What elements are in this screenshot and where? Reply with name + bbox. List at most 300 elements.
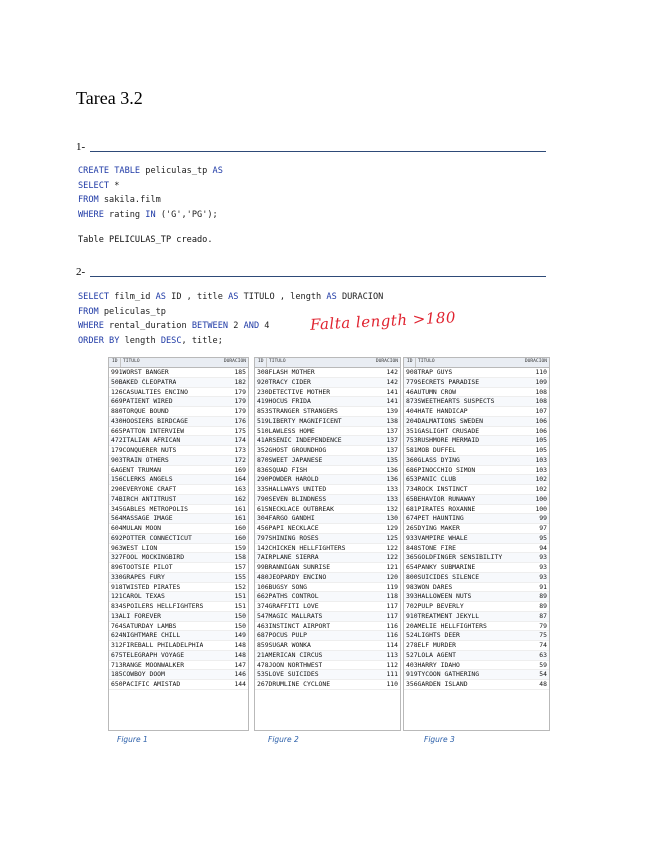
cell-id-title: 919TYCOON GATHERING [406, 670, 480, 679]
section-rule-1 [90, 151, 546, 152]
table-row[interactable] [255, 495, 400, 505]
sql-text: ('G','PG'); [155, 209, 218, 220]
cell-id-title: 873SWEETHEARTS SUSPECTS [406, 397, 495, 406]
cell-id-title: 106BUGSY SONG [257, 582, 308, 591]
cell-id-title: 308FLASH MOTHER [257, 368, 315, 376]
cell-duracion: 144 [234, 680, 246, 688]
table-row[interactable] [404, 378, 549, 388]
table-row[interactable] [255, 563, 400, 573]
cell-duracion: 89 [539, 602, 547, 610]
table-row[interactable] [109, 544, 248, 554]
cell-id-title: 519LIBERTY MAGNIFICENT [257, 416, 342, 425]
table-row[interactable] [404, 612, 549, 622]
section-number-1: 1- [76, 141, 86, 153]
cell-duracion: 122 [386, 543, 398, 552]
table-row[interactable] [404, 592, 549, 602]
table-row[interactable] [255, 436, 400, 446]
table-row[interactable] [404, 485, 549, 495]
cell-id-title: 653PANIC CLUB [406, 475, 457, 484]
table-row[interactable] [109, 436, 248, 446]
cell-duracion: 163 [234, 485, 246, 493]
cell-duracion: 119 [386, 582, 398, 591]
cell-id-title: 65BEHAVIOR RUNAWAY [406, 494, 476, 503]
cell-duracion: 94 [539, 543, 547, 552]
table-row[interactable] [404, 466, 549, 476]
table-row[interactable] [404, 495, 549, 505]
table-row[interactable] [404, 631, 549, 641]
table-row[interactable] [109, 514, 248, 524]
cell-duracion: 63 [539, 650, 547, 659]
cell-id-title: 650PACIFIC AMISTAD [111, 680, 181, 688]
table-row[interactable] [404, 622, 549, 632]
sql-text: sakila.film [98, 195, 161, 205]
cell-id-title: 335HALLWAYS UNITED [257, 485, 327, 493]
cell-id-title: 463INSTINCT AIRPORT [257, 621, 331, 630]
table-row[interactable] [404, 553, 549, 563]
sql-keyword: FROM [78, 306, 99, 317]
cell-duracion: 136 [386, 465, 398, 474]
cell-duracion: 135 [386, 455, 398, 464]
cell-id-title: 356GARDEN ISLAND [406, 680, 468, 688]
column-header-duracion[interactable]: DURACION [524, 359, 547, 364]
cell-duracion: 179 [234, 397, 246, 406]
sql-text: 4 [259, 321, 270, 331]
table-row[interactable] [109, 534, 248, 544]
cell-duracion: 91 [539, 582, 547, 591]
cell-id-title: 903TRAIN OTHERS [111, 455, 169, 464]
cell-duracion: 106 [535, 426, 547, 435]
table-row[interactable] [109, 680, 248, 690]
column-divider [120, 358, 121, 367]
cell-id-title: 836SQUAD FISH [257, 465, 308, 474]
cell-id-title: 472ITALIAN AFRICAN [111, 436, 181, 445]
cell-duracion: 160 [234, 533, 246, 542]
cell-duracion: 160 [234, 524, 246, 532]
cell-duracion: 116 [386, 631, 398, 640]
cell-duracion: 105 [535, 436, 547, 445]
cell-duracion: 179 [234, 407, 246, 415]
cell-duracion: 117 [386, 602, 398, 610]
table-row[interactable] [255, 407, 400, 417]
cell-duracion: 102 [535, 475, 547, 484]
cell-id-title: 365GOLDFINGER SENSIBILITY [406, 553, 503, 562]
cell-id-title: 351GASLIGHT CRUSADE [406, 426, 480, 435]
table-row[interactable] [404, 456, 549, 466]
cell-duracion: 161 [234, 504, 246, 513]
column-header-titulo[interactable]: TITULO [269, 359, 286, 364]
table-row[interactable] [109, 631, 248, 641]
cell-duracion: 142 [386, 368, 398, 376]
table-row[interactable] [404, 436, 549, 446]
cell-duracion: 109 [535, 377, 547, 386]
sql-keyword: FROM [78, 195, 99, 205]
table-row[interactable] [255, 368, 400, 378]
sql-keyword: AS [228, 292, 239, 302]
cell-id-title: 687POCUS PULP [257, 631, 308, 640]
cell-duracion: 95 [539, 533, 547, 542]
cell-id-title: 41ARSENIC INDEPENDENCE [257, 436, 342, 445]
cell-id-title: 933VAMPIRE WHALE [406, 533, 468, 542]
cell-duracion: 111 [386, 670, 398, 679]
cell-duracion: 120 [386, 572, 398, 581]
code1-line [78, 164, 223, 179]
cell-id-title: 99BRANNIGAN SUNRISE [257, 563, 331, 571]
table-row[interactable] [109, 573, 248, 583]
cell-duracion: 108 [535, 397, 547, 406]
sql-text: ID , title [165, 292, 229, 302]
table-row[interactable] [404, 563, 549, 573]
table-row[interactable] [404, 368, 549, 378]
table-row[interactable] [109, 407, 248, 417]
sql-keyword: BETWEEN [191, 321, 229, 331]
cell-duracion: 185 [234, 368, 246, 376]
sql-text: , title; [181, 335, 223, 346]
cell-id-title: 870SWEET JAPANESE [257, 455, 323, 464]
column-divider [415, 358, 416, 367]
table-row[interactable] [404, 427, 549, 437]
table-row[interactable] [109, 583, 248, 593]
cell-id-title: 142CHICKEN HELLFIGHTERS [257, 543, 346, 552]
sql-keyword: AND [243, 321, 260, 331]
cell-duracion: 74 [539, 641, 547, 649]
cell-duracion: 93 [539, 563, 547, 571]
cell-id-title: 527LOLA AGENT [406, 650, 457, 659]
table-row[interactable] [404, 388, 549, 398]
code1-line [78, 179, 223, 194]
table-row[interactable] [255, 446, 400, 456]
table-row[interactable] [255, 592, 400, 602]
table-row[interactable] [109, 378, 248, 388]
table-row[interactable] [404, 475, 549, 485]
table-row[interactable] [109, 397, 248, 407]
sql-keyword: CREATE TABLE [78, 166, 141, 176]
cell-duracion: 48 [539, 680, 547, 688]
cell-id-title: 393HALLOWEEN NUTS [406, 592, 472, 601]
cell-duracion: 159 [234, 543, 246, 552]
table-row[interactable] [404, 397, 549, 407]
cell-duracion: 117 [386, 611, 398, 620]
cell-duracion: 110 [386, 680, 398, 688]
cell-duracion: 137 [386, 436, 398, 445]
cell-id-title: 327FOOL MOCKINGBIRD [111, 553, 185, 562]
cell-id-title: 859SUGAR WONKA [257, 641, 311, 649]
table-row[interactable] [255, 456, 400, 466]
cell-id-title: 713RANGE MOONWALKER [111, 660, 185, 669]
table-row[interactable] [109, 612, 248, 622]
cell-id-title: 665PATTON INTERVIEW [111, 426, 185, 435]
cell-duracion: 54 [539, 670, 547, 679]
cell-id-title: 230DETECTIVE MOTHER [257, 387, 331, 396]
cell-duracion: 103 [535, 465, 547, 474]
table-row[interactable] [255, 544, 400, 554]
figure-caption-2: Figure 2 [268, 735, 299, 744]
cell-id-title: 581MOB DUFFEL [406, 446, 457, 454]
cell-duracion: 151 [234, 592, 246, 601]
cell-duracion: 107 [535, 407, 547, 415]
cell-duracion: 173 [234, 446, 246, 454]
table-row[interactable] [404, 417, 549, 427]
table-row[interactable] [404, 573, 549, 583]
cell-duracion: 148 [234, 641, 246, 649]
cell-duracion: 79 [539, 621, 547, 630]
cell-id-title: 304FARGO GANDHI [257, 514, 315, 523]
table-row[interactable] [404, 524, 549, 534]
cell-duracion: 142 [386, 377, 398, 386]
table-row[interactable] [109, 602, 248, 612]
table-row[interactable] [255, 631, 400, 641]
cell-duracion: 97 [539, 524, 547, 532]
cell-duracion: 179 [234, 387, 246, 396]
sql-keyword: AS [155, 292, 166, 302]
cell-id-title: 880TORQUE BOUND [111, 407, 169, 415]
cell-id-title: 179CONQUERER NUTS [111, 446, 177, 454]
cell-duracion: 164 [234, 475, 246, 484]
code2-line [78, 334, 383, 349]
table-row[interactable] [255, 661, 400, 671]
column-header-duracion[interactable]: DURACION [375, 359, 398, 364]
cell-id-title: 764SATURDAY LAMBS [111, 621, 177, 630]
cell-id-title: 404HATE HANDICAP [406, 407, 468, 415]
table-row[interactable] [109, 661, 248, 671]
sql-keyword: WHERE [78, 209, 104, 220]
cell-duracion: 162 [234, 494, 246, 503]
sql-text: rating [103, 209, 146, 220]
cell-duracion: 176 [234, 416, 246, 425]
table-row[interactable] [255, 378, 400, 388]
table-row[interactable] [255, 388, 400, 398]
table-row[interactable] [255, 475, 400, 485]
table-row[interactable] [404, 505, 549, 515]
column-header-id[interactable]: ID [258, 359, 264, 364]
cell-duracion: 118 [386, 592, 398, 601]
table-row[interactable] [404, 641, 549, 651]
table-row[interactable] [255, 505, 400, 515]
cell-id-title: 702PULP BEVERLY [406, 602, 464, 610]
cell-id-title: 185COWBOY DOOM [111, 670, 165, 679]
table-row[interactable] [255, 680, 400, 690]
cell-duracion: 87 [539, 611, 547, 620]
table-row[interactable] [109, 446, 248, 456]
cell-id-title: 681PIRATES ROXANNE [406, 504, 476, 513]
sql-keyword: DESC [160, 335, 182, 346]
table-row[interactable] [255, 553, 400, 563]
table-row[interactable] [404, 651, 549, 661]
cell-duracion: 174 [234, 436, 246, 445]
table-row[interactable] [109, 592, 248, 602]
cell-id-title: 46AUTUMN CROW [406, 387, 457, 396]
column-header-id[interactable]: ID [407, 359, 413, 364]
section-number-2: 2- [76, 266, 86, 278]
cell-id-title: 834SPOILERS HELLFIGHTERS [111, 602, 204, 610]
cell-id-title: 675TELEGRAPH VOYAGE [111, 650, 185, 659]
sql-text: peliculas_tp [98, 306, 166, 317]
table-row[interactable] [255, 641, 400, 651]
table-row[interactable] [109, 651, 248, 661]
cell-duracion: 122 [386, 553, 398, 562]
table-row[interactable] [255, 534, 400, 544]
cell-duracion: 175 [234, 426, 246, 435]
cell-id-title: 352GHOST GROUNDHOG [257, 446, 327, 454]
table-row[interactable] [404, 544, 549, 554]
table-row[interactable] [109, 388, 248, 398]
sql-keyword: SELECT [78, 180, 110, 191]
table-row[interactable] [404, 534, 549, 544]
cell-id-title: 510LAWLESS HOME [257, 426, 315, 435]
table-row[interactable] [109, 553, 248, 563]
table-row[interactable] [109, 563, 248, 573]
code2-line [78, 290, 383, 305]
sql-text: TITULO , length [238, 292, 327, 302]
cell-duracion: 106 [535, 416, 547, 425]
cell-id-title: 908TRAP GUYS [406, 368, 453, 376]
cell-id-title: 330GRAPES FURY [111, 572, 165, 581]
table-row[interactable] [255, 466, 400, 476]
table-row[interactable] [255, 651, 400, 661]
column-header-duracion[interactable]: DURACION [223, 359, 246, 364]
cell-id-title: 290POWDER HAROLD [257, 475, 319, 484]
cell-duracion: 152 [234, 582, 246, 591]
column-header-id[interactable]: ID [112, 359, 118, 364]
cell-id-title: 13ALI FOREVER [111, 611, 162, 620]
cell-id-title: 797SHINING ROSES [257, 533, 319, 542]
cell-id-title: 910TREATMENT JEKYLL [406, 611, 480, 620]
cell-id-title: 790SEVEN BLINDNESS [257, 494, 327, 503]
cell-id-title: 312FIREBALL PHILADELPHIA [111, 641, 204, 649]
sql-keyword: AS [326, 292, 337, 302]
cell-duracion: 169 [234, 465, 246, 474]
cell-id-title: 524LIGHTS DEER [406, 631, 460, 640]
cell-duracion: 125 [386, 533, 398, 542]
column-header-titulo[interactable]: TITULO [123, 359, 140, 364]
cell-id-title: 345GABLES METROPOLIS [111, 504, 188, 513]
cell-id-title: 478JOON NORTHWEST [257, 660, 323, 669]
cell-duracion: 137 [386, 446, 398, 454]
cell-id-title: 853STRANGER STRANGERS [257, 407, 338, 415]
cell-duracion: 112 [386, 660, 398, 669]
cell-id-title: 692POTTER CONNECTICUT [111, 533, 192, 542]
table-row[interactable] [255, 397, 400, 407]
cell-duracion: 148 [234, 650, 246, 659]
table-row[interactable] [255, 524, 400, 534]
cell-id-title: 74BIRCH ANTITRUST [111, 494, 177, 503]
page-title: Tarea 3.2 [76, 88, 143, 108]
cell-duracion: 93 [539, 553, 547, 562]
table-row[interactable] [404, 680, 549, 690]
cell-id-title: 20AMELIE HELLFIGHTERS [406, 621, 487, 630]
table-row[interactable] [255, 573, 400, 583]
section-rule-2 [90, 276, 546, 277]
table-row[interactable] [109, 670, 248, 680]
cell-duracion: 100 [535, 494, 547, 503]
sql-text: rental_duration [103, 321, 192, 331]
column-divider [266, 358, 267, 367]
cell-id-title: 7AIRPLANE SIERRA [257, 553, 319, 562]
cell-id-title: 374GRAFFITI LOVE [257, 602, 319, 610]
cell-id-title: 535LOVE SUICIDES [257, 670, 319, 679]
cell-id-title: 121CAROL TEXAS [111, 592, 165, 601]
table-row[interactable] [109, 641, 248, 651]
cell-id-title: 419HOCUS FRIDA [257, 397, 311, 406]
figure-caption-3: Figure 3 [424, 735, 455, 744]
cell-duracion: 141 [386, 387, 398, 396]
table-row[interactable] [404, 602, 549, 612]
cell-duracion: 105 [535, 446, 547, 454]
cell-id-title: 669PATIENT WIRED [111, 397, 173, 406]
table-row[interactable] [404, 407, 549, 417]
table-row[interactable] [109, 622, 248, 632]
table-row[interactable] [255, 417, 400, 427]
cell-id-title: 848STONE FIRE [406, 543, 457, 552]
table-row[interactable] [255, 602, 400, 612]
cell-id-title: 290EVERYONE CRAFT [111, 485, 177, 493]
table-row[interactable] [255, 427, 400, 437]
cell-id-title: 686PINOCCHIO SIMON [406, 465, 476, 474]
table-row[interactable] [255, 583, 400, 593]
cell-duracion: 139 [386, 407, 398, 415]
cell-duracion: 149 [234, 631, 246, 640]
cell-duracion: 133 [386, 494, 398, 503]
cell-id-title: 547MAGIC MALLRATS [257, 611, 323, 620]
handwritten-annotation: Falta length >180 [309, 308, 457, 334]
table-row[interactable] [404, 670, 549, 680]
cell-id-title: 654PANKY SUBMARINE [406, 563, 476, 571]
table-row[interactable] [404, 583, 549, 593]
table-row[interactable] [109, 417, 248, 427]
result-grid-2 [254, 357, 401, 731]
table-row[interactable] [109, 485, 248, 495]
sql-keyword: SELECT [78, 292, 110, 302]
table-row[interactable] [255, 514, 400, 524]
cell-duracion: 130 [386, 514, 398, 523]
code1-line [78, 193, 223, 208]
cell-duracion: 114 [386, 641, 398, 649]
cell-duracion: 133 [386, 485, 398, 493]
sql-output-message: Table PELICULAS_TP creado. [78, 235, 213, 245]
table-row[interactable] [109, 495, 248, 505]
table-row[interactable] [109, 475, 248, 485]
cell-id-title: 991WORST BANGER [111, 368, 169, 376]
sql-keyword: ORDER BY [78, 335, 120, 346]
table-row[interactable] [109, 466, 248, 476]
cell-id-title: 674PET HAUNTING [406, 514, 464, 523]
table-row[interactable] [404, 446, 549, 456]
table-row[interactable] [255, 485, 400, 495]
table-row[interactable] [109, 524, 248, 534]
cell-id-title: 204DALMATIONS SWEDEN [406, 416, 483, 425]
table-row[interactable] [109, 368, 248, 378]
table-row[interactable] [255, 622, 400, 632]
cell-duracion: 102 [535, 485, 547, 493]
table-row[interactable] [109, 456, 248, 466]
cell-id-title: 265DYING MAKER [406, 524, 460, 532]
grid-header [255, 358, 400, 368]
sql-keyword: WHERE [78, 321, 104, 331]
table-row[interactable] [255, 670, 400, 680]
cell-id-title: 896TOOTSIE PILOT [111, 563, 173, 571]
cell-duracion: 158 [234, 553, 246, 562]
cell-id-title: 6AGENT TRUMAN [111, 465, 162, 474]
table-row[interactable] [404, 661, 549, 671]
cell-id-title: 50BAKED CLEOPATRA [111, 377, 177, 386]
cell-id-title: 604MULAN MOON [111, 524, 162, 532]
table-row[interactable] [255, 612, 400, 622]
table-row[interactable] [109, 427, 248, 437]
cell-id-title: 800SUICIDES SILENCE [406, 572, 480, 581]
table-row[interactable] [109, 505, 248, 515]
column-header-titulo[interactable]: TITULO [418, 359, 435, 364]
cell-id-title: 624NIGHTMARE CHILL [111, 631, 181, 640]
table-row[interactable] [404, 514, 549, 524]
